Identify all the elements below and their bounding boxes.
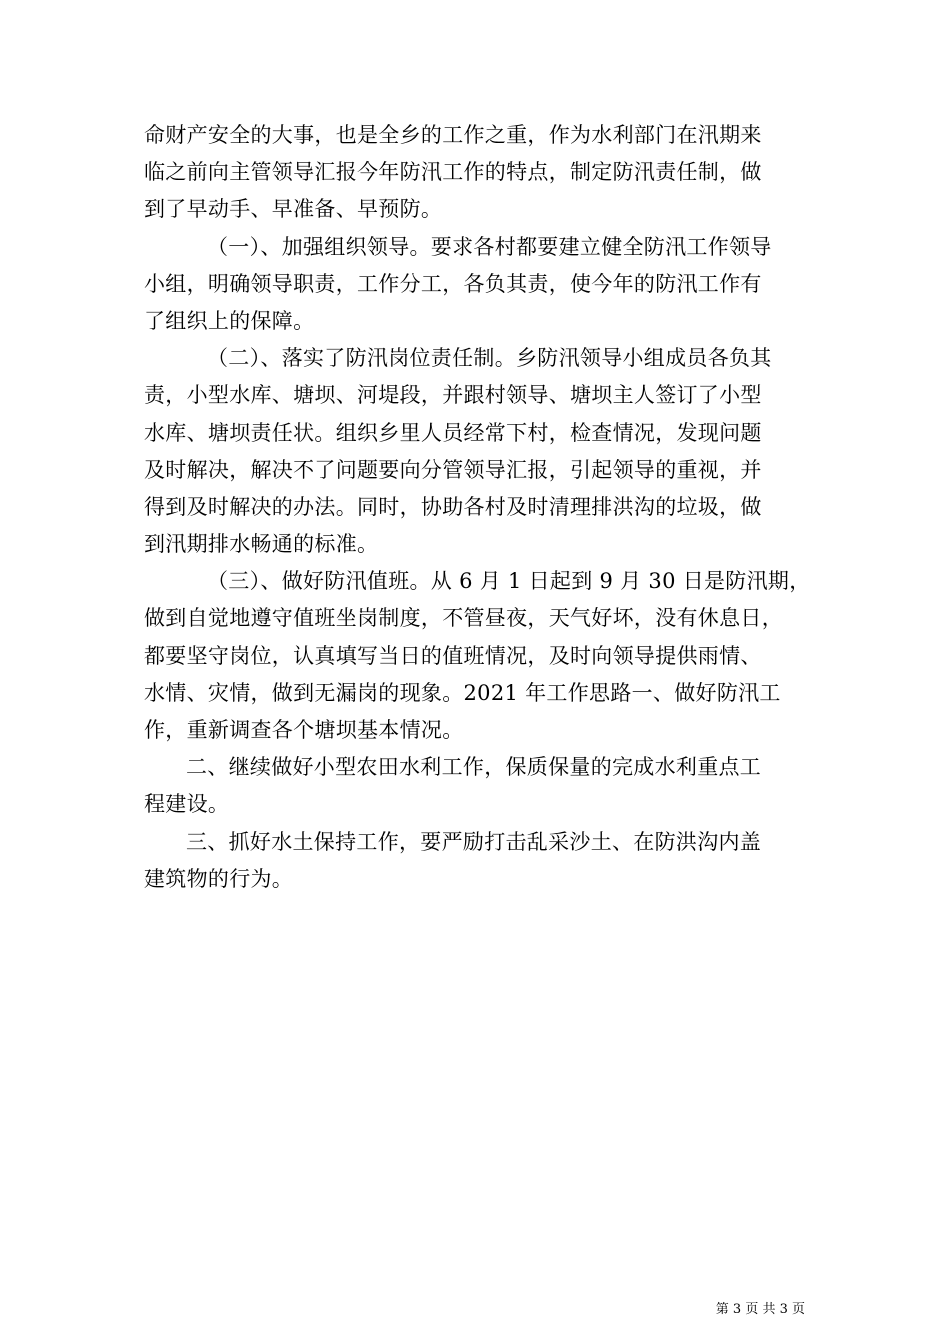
text-line: 及时解决，解决不了问题要向分管领导汇报，引起领导的重视，并 [144, 457, 762, 482]
text-line: 得到及时解决的办法。同时，协助各村及时清理排洪沟的垃圾，做 [144, 494, 762, 519]
text-line: 临之前向主管领导汇报今年防汛工作的特点，制定防汛责任制，做 [144, 160, 762, 185]
text-line: 到了早动手、早准备、早预防。 [144, 197, 443, 222]
text-line: 二、继续做好小型农田水利工作，保质保量的完成水利重点工 [186, 755, 762, 780]
text-line: （三）、做好防汛值班。从 6 月 1 日起到 9 月 30 日是防汛期， [207, 569, 811, 594]
text-line: 做到自觉地遵守值班坐岗制度，不管昼夜，天气好坏，没有休息日， [144, 606, 783, 631]
text-line: （一）、加强组织领导。要求各村都要建立健全防汛工作领导 [207, 234, 772, 259]
text-line: （二）、落实了防汛岗位责任制。乡防汛领导小组成员各负其 [207, 346, 772, 371]
text-line: 了组织上的保障。 [144, 308, 315, 333]
text-line: 作，重新调查各个塘坝基本情况。 [144, 718, 464, 742]
text-line: 都要坚守岗位，认真填写当日的值班情况，及时向领导提供雨情、 [144, 643, 762, 668]
text-line: 命财产安全的大事，也是全乡的工作之重，作为水利部门在汛期来 [144, 123, 762, 147]
text-line: 水情、灾情，做到无漏岗的现象。2021 年工作思路一、做好防汛工 [144, 680, 781, 705]
document-body [144, 117, 812, 898]
page-number: 第 3 页 共 3 页 [715, 1302, 805, 1317]
text-line: 水库、塘坝责任状。组织乡里人员经常下村，检查情况，发现问题 [144, 420, 762, 445]
text-line: 责，小型水库、塘坝、河堤段，并跟村领导、塘坝主人签订了小型 [144, 383, 762, 408]
text-line: 程建设。 [144, 792, 230, 817]
text-line: 建筑物的行为。 [144, 866, 294, 891]
text-line: 三、抓好水土保持工作，要严励打击乱采沙土、在防洪沟内盖 [186, 829, 762, 854]
text-line: 小组，明确领导职责，工作分工，各负其责，使今年的防汛工作有 [144, 271, 762, 296]
text-line: 到汛期排水畅通的标准。 [144, 532, 379, 557]
